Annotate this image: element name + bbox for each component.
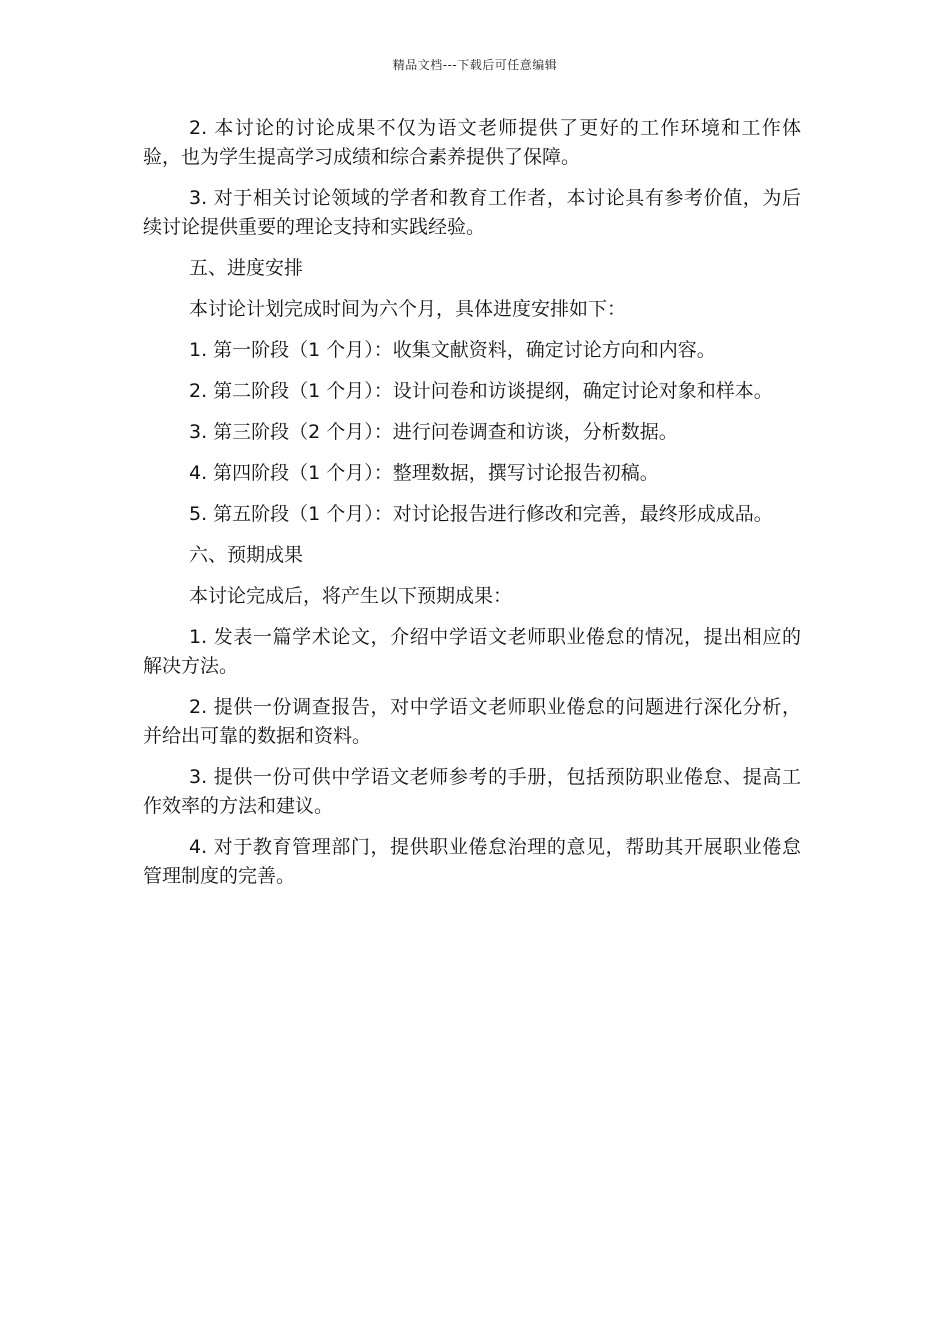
paragraph-results-intro: 本讨论完成后，将产生以下预期成果： — [189, 585, 513, 607]
list-item-result-1: 1. 发表一篇学术论文，介绍中学语文老师职业倦怠的情况，提出相应的解决方法。 — [143, 626, 801, 677]
paragraph-schedule-intro: 本讨论计划完成时间为六个月，具体进度安排如下： — [189, 298, 627, 320]
section-heading-schedule: 五、进度安排 — [189, 257, 304, 279]
page-header: 精品文档---下载后可任意编辑 — [392, 58, 558, 72]
paragraph-outcome-3: 3. 对于相关讨论领域的学者和教育工作者，本讨论具有参考价值，为后续讨论提供重要的理论支持和实践经验。 — [143, 187, 801, 238]
list-item-phase-4: 4. 第四阶段（1 个月）：整理数据，撰写讨论报告初稿。 — [189, 462, 659, 484]
list-item-phase-1: 1. 第一阶段（1 个月）：收集文献资料，确定讨论方向和内容。 — [189, 339, 716, 361]
list-item-phase-2: 2. 第二阶段（1 个月）：设计问卷和访谈提纲，确定讨论对象和样本。 — [189, 380, 773, 402]
list-item-phase-5: 5. 第五阶段（1 个月）：对讨论报告进行修改和完善，最终形成成品。 — [189, 503, 773, 525]
list-item-result-2: 2. 提供一份调查报告，对中学语文老师职业倦怠的问题进行深化分析，并给出可靠的数据和资料。 — [143, 696, 801, 747]
document-body — [143, 114, 801, 903]
list-item-result-4: 4. 对于教育管理部门，提供职业倦怠治理的意见，帮助其开展职业倦怠管理制度的完善。 — [143, 836, 801, 887]
paragraph-outcome-2: 2. 本讨论的讨论成果不仅为语文老师提供了更好的工作环境和工作体验，也为学生提高学习成绩和综合素养提供了保障。 — [143, 117, 801, 168]
section-heading-expected-results: 六、预期成果 — [189, 544, 304, 566]
list-item-result-3: 3. 提供一份可供中学语文老师参考的手册，包括预防职业倦怠、提高工作效率的方法和建议。 — [143, 766, 801, 817]
list-item-phase-3: 3. 第三阶段（2 个月）：进行问卷调查和访谈，分析数据。 — [189, 421, 678, 443]
